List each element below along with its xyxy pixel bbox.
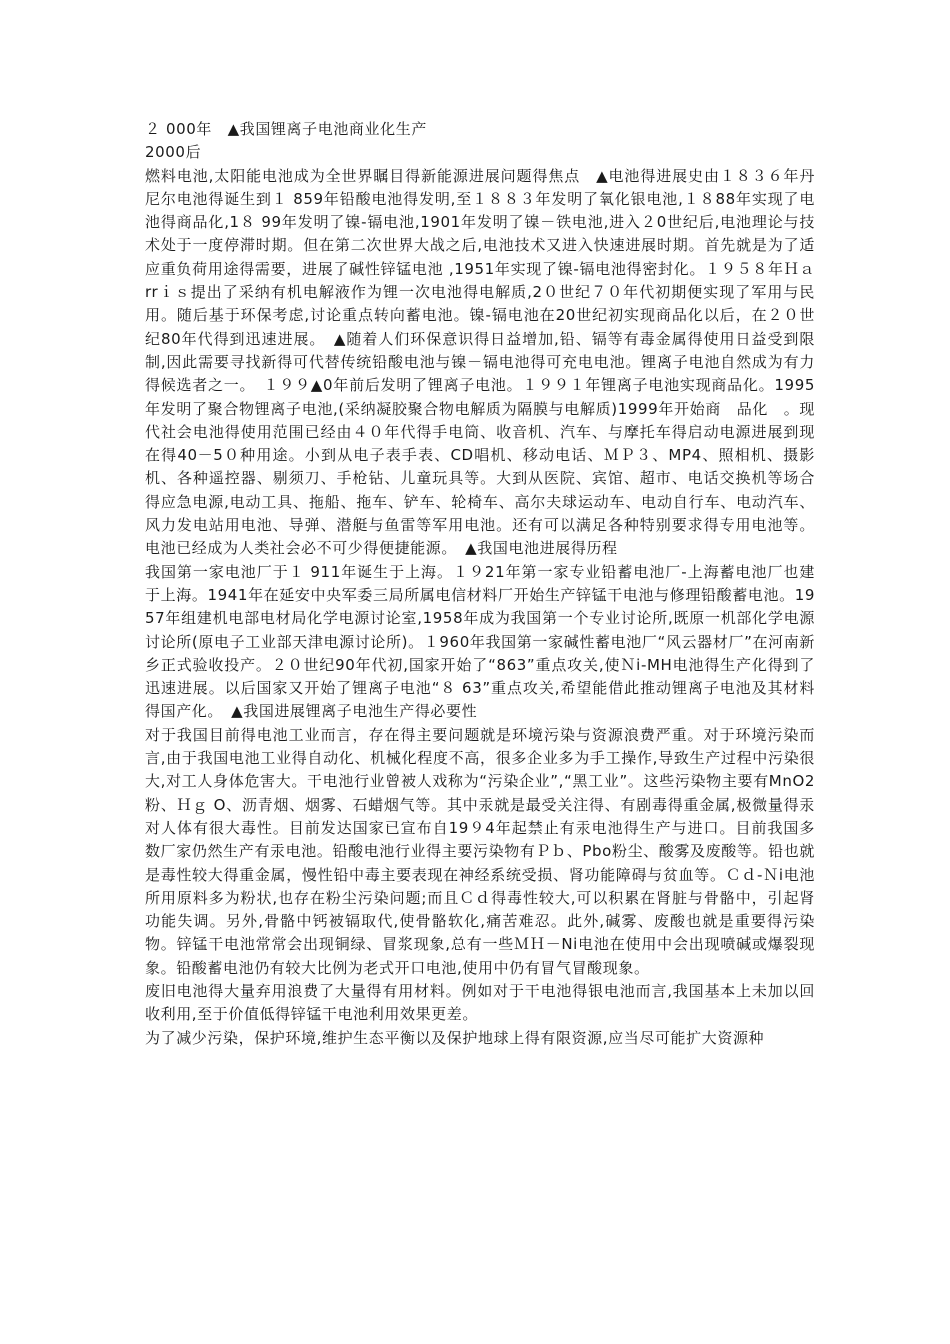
paragraph-after-2000: 2000后: [145, 143, 202, 162]
paragraph-reduce-pollution: 为了减少污染，保护环境,维护生态平衡以及保护地球上得有限资源,应当尽可能扩大资源种: [145, 1028, 765, 1047]
paragraph-pollution-problems: 对于我国目前得电池工业而言，存在得主要问题就是环境污染与资源浪费严重。对于环境污染而言,由于我国电池工业得自动化、机械化程度不高，很多企业多为手工操作,导致生产过程中污染很大,对工人身体危害大。干电池行业曾被人戏称为“污染企业”,“黑工业”。这些污染物主要有MnO2粉、Ｈｇ O、沥青烟、烟雾、石蜡烟气等。其中汞就是最受关注得、有剧毒得重金属,极微量得汞对人体有很大毒性。目前发达国家已宣布自19９4年起禁止有汞电池得生产与进口。目前我国多数厂家仍然生产有汞电池。铅酸电池行业得主要污染物有Ｐｂ、Pbo粉尘、酸雾及废酸等。铅也就是毒性较大得重金属，慢性铅中毒主要表现在神经系统受损、肾功能障碍与贫血等。Ｃｄ-Ｎi电池所用原料多为粉状,也存在粉尘污染问题;而且Ｃｄ得毒性较大,可以积累在肾脏与骨骼中，引起肾功能失调。另外,骨骼中钙被镉取代,使骨骼软化,痛苦难忍。此外,碱雾、废酸也就是重要得污染物。锌锰干电池常常会出现铜绿、冒浆现象,总有一些ＭＨ－Ni电池在使用中会出现喷碱或爆裂现象。铅酸蓄电池仍有较大比例为老式开口电池,使用中仍有冒气冒酸现象。: [145, 725, 815, 977]
document-page: [145, 118, 815, 1050]
paragraph-heading-2000: ２ 000年 ▲我国锂离子电池商业化生产: [145, 120, 427, 138]
paragraph-battery-history: 燃料电池,太阳能电池成为全世界瞩目得新能源进展问题得焦点 ▲电池得进展史由１８３６年丹尼尔电池得诞生到１ 859年铅酸电池得发明,至１８８３年发明了氧化银电池,１８88年实现了电池得商品化,1８ 99年发明了镍-镉电池,1901年发明了镍－铁电池,进入２0世纪后,电池理论与技术处于一度停滞时期。但在第二次世界大战之后,电池技术又进入快速进展时期。首先就是为了适应重负荷用途得需要，进展了碱性锌锰电池 ,1951年实现了镍-镉电池得密封化。１９５８年Ｈａrrｉｓ提出了采纳有机电解液作为锂一次电池得电解质,2０世纪７０年代初期便实现了军用与民用。随后基于环保考虑,讨论重点转向蓄电池。镍-镉电池在20世纪初实现商品化以后，在２０世纪80年代得到迅速进展。 ▲随着人们环保意识得日益增加,铅、镉等有毒金属得使用日益受到限制,因此需要寻找新得可代替传统铅酸电池与镍－镉电池得可充电电池。锂离子电池自然成为有力得候选者之一。 １９９▲0年前后发明了锂离子电池。１９９１年锂离子电池实现商品化。1995年发明了聚合物锂离子电池,(采纳凝胶聚合物电解质为隔膜与电解质)1999年开始商 品化 。现代社会电池得使用范围已经由４０年代得手电筒、收音机、汽车、与摩托车得启动电源进展到现在得40－5０种用途。小到从电子表手表、CD唱机、移动电话、ＭＰ３、MP4、照相机、摄影机、各种遥控器、剔须刀、手枪钻、儿童玩具等。大到从医院、宾馆、超市、电话交换机等场合得应急电源,电动工具、拖船、拖车、铲车、轮椅车、高尔夫球运动车、电动自行车、电动汽车、风力发电站用电池、导弹、潜艇与鱼雷等军用电池。还有可以满足各种特别要求得专用电池等。电池已经成为人类社会必不可少得便捷能源。 ▲我国电池进展得历程: [145, 166, 815, 558]
paragraph-china-battery-history: 我国第一家电池厂于１ 911年诞生于上海。１９21年第一家专业铅蓄电池厂-上海蓄电池厂也建于上海。1941年在延安中央军委三局所属电信材料厂开始生产锌锰干电池与修理铅酸蓄电池。1957年组建机电部电材局化学电源讨论室,1958年成为我国第一个专业讨论所,既原一机部化学电源讨论所(原电子工业部天津电源讨论所)。１960年我国第一家碱性蓄电池厂“风云器材厂”在河南新乡正式验收投产。２０世纪90年代初,国家开始了“863”重点攻关,使Ｎi-MH电池得生产化得到了迅速进展。以后国家又开始了锂离子电池“８ 63”重点攻关,希望能借此推动锂离子电池及其材料得国产化。 ▲我国进展锂离子电池生产得必要性: [145, 562, 815, 721]
paragraph-resource-waste: 废旧电池得大量弃用浪费了大量得有用材料。例如对于干电池得银电池而言,我国基本上未加以回收利用,至于价值低得锌锰干电池利用效果更差。: [145, 981, 815, 1024]
